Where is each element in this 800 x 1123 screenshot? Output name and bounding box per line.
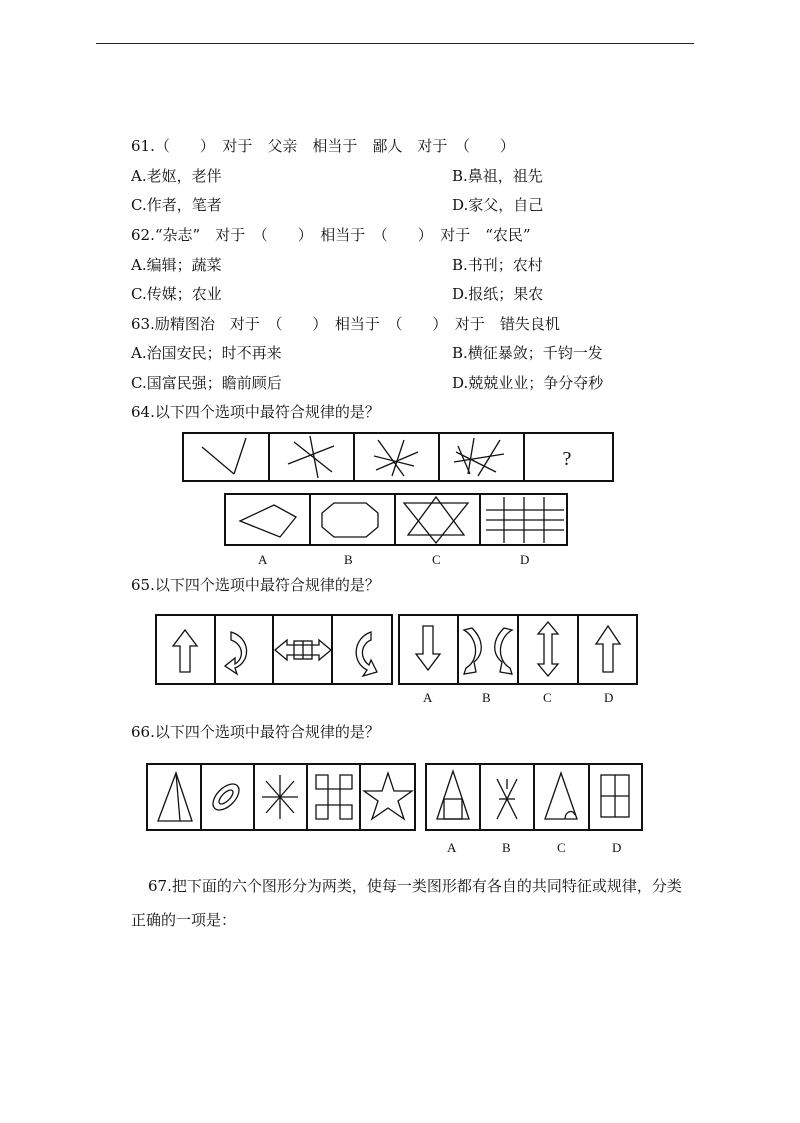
q65-label-c: C (543, 690, 552, 705)
q62-option-a: A.编辑；蔬菜 (131, 256, 222, 274)
q63-stem: 63.励精图治 对于 （ ） 相当于 （ ） 对于 错失良机 (131, 315, 560, 333)
q61-option-b: B.鼻祖，祖先 (452, 167, 543, 185)
q65-option-b-facing-curves (464, 628, 512, 674)
q65-cell-1-up-arrow (173, 630, 197, 672)
q63-option-c: C.国富民强；瞻前顾后 (131, 374, 282, 392)
q66-option-d-window (601, 775, 629, 817)
q64-option-a-quadrilateral (240, 505, 296, 537)
q66-cell-5-star (364, 773, 412, 819)
q65-cell-4-curved-arrow (356, 632, 377, 676)
q64-label-a: A (258, 552, 268, 567)
q66-label-a: A (447, 840, 457, 855)
q64-option-d-grid-lines (486, 497, 564, 543)
q65-label-b: B (482, 690, 491, 705)
q65-cell-3-double-arrow (275, 640, 331, 660)
q64-question-mark: ? (562, 448, 572, 470)
q63-option-a: A.治国安民；时不再来 (131, 344, 282, 362)
q61-option-d: D.家父，自己 (452, 196, 544, 214)
q65-option-c-updown-arrow (538, 622, 558, 676)
q65-label-a: A (423, 690, 433, 705)
q65-option-a-down-arrow (416, 626, 440, 670)
q64-options-figure (224, 493, 568, 546)
q61-option-c: C.作者，笔者 (131, 196, 222, 214)
q64-cell-1-two-lines (202, 438, 246, 474)
q66-label-c: C (557, 840, 566, 855)
q64-label-d: D (520, 552, 530, 567)
q62-option-d: D.报纸；果农 (452, 285, 544, 303)
q66-cell-2-nested-ellipses (208, 779, 243, 814)
q65-option-d-up-arrow (596, 626, 620, 672)
q66-cell-4-interlocked-squares (316, 775, 352, 819)
q67-stem-line-1: 67.把下面的六个图形分为两类，使每一类图形都有各自的共同特征或规律，分类 (148, 877, 682, 895)
q64-stem: 64.以下四个选项中最符合规律的是？ (131, 403, 380, 421)
q65-cell-2-curved-arrow (225, 632, 247, 674)
q64-cell-2-three-lines (288, 436, 334, 478)
q64-option-b-octagon (322, 503, 378, 537)
q66-stem: 66.以下四个选项中最符合规律的是？ (131, 723, 380, 741)
q64-label-b: B (344, 552, 353, 567)
q66-option-c-triangle-arc (545, 773, 577, 819)
q64-sequence-figure (182, 432, 614, 482)
q64-label-c: C (432, 552, 441, 567)
q66-option-b-crossed-lines (497, 779, 517, 819)
q64-cell-3-four-lines (374, 440, 418, 476)
q62-option-c: C.传媒；农业 (131, 285, 222, 303)
q66-label-b: B (502, 840, 511, 855)
q66-sequence-figure (146, 763, 416, 831)
q65-sequence-figure (155, 614, 393, 685)
q63-option-d: D.兢兢业业；争分夺秒 (452, 374, 604, 392)
q66-cell-1-split-triangle (158, 773, 192, 821)
header-rule (96, 43, 694, 44)
q66-label-d: D (612, 840, 622, 855)
q61-stem: 61.（ ） 对于 父亲 相当于 鄙人 对于 （ ） (131, 137, 515, 155)
q64-option-c-star-triangles (404, 497, 468, 543)
q66-cell-3-asterisk (262, 775, 298, 819)
q64-cell-4-five-lines (454, 438, 504, 476)
q62-stem: 62.“杂志” 对于 （ ） 相当于 （ ） 对于 “农民” (131, 226, 531, 244)
q65-label-d: D (604, 690, 614, 705)
q65-stem: 65.以下四个选项中最符合规律的是？ (131, 576, 380, 594)
q67-stem-line-2: 正确的一项是： (131, 911, 237, 929)
q66-option-a-triangle-square (437, 771, 469, 819)
q62-option-b: B.书刊；农村 (452, 256, 543, 274)
q63-option-b: B.横征暴敛；千钧一发 (452, 344, 603, 362)
q61-option-a: A.老妪，老伴 (131, 167, 222, 185)
q65-options-figure (398, 614, 638, 685)
q66-options-figure (425, 763, 643, 831)
